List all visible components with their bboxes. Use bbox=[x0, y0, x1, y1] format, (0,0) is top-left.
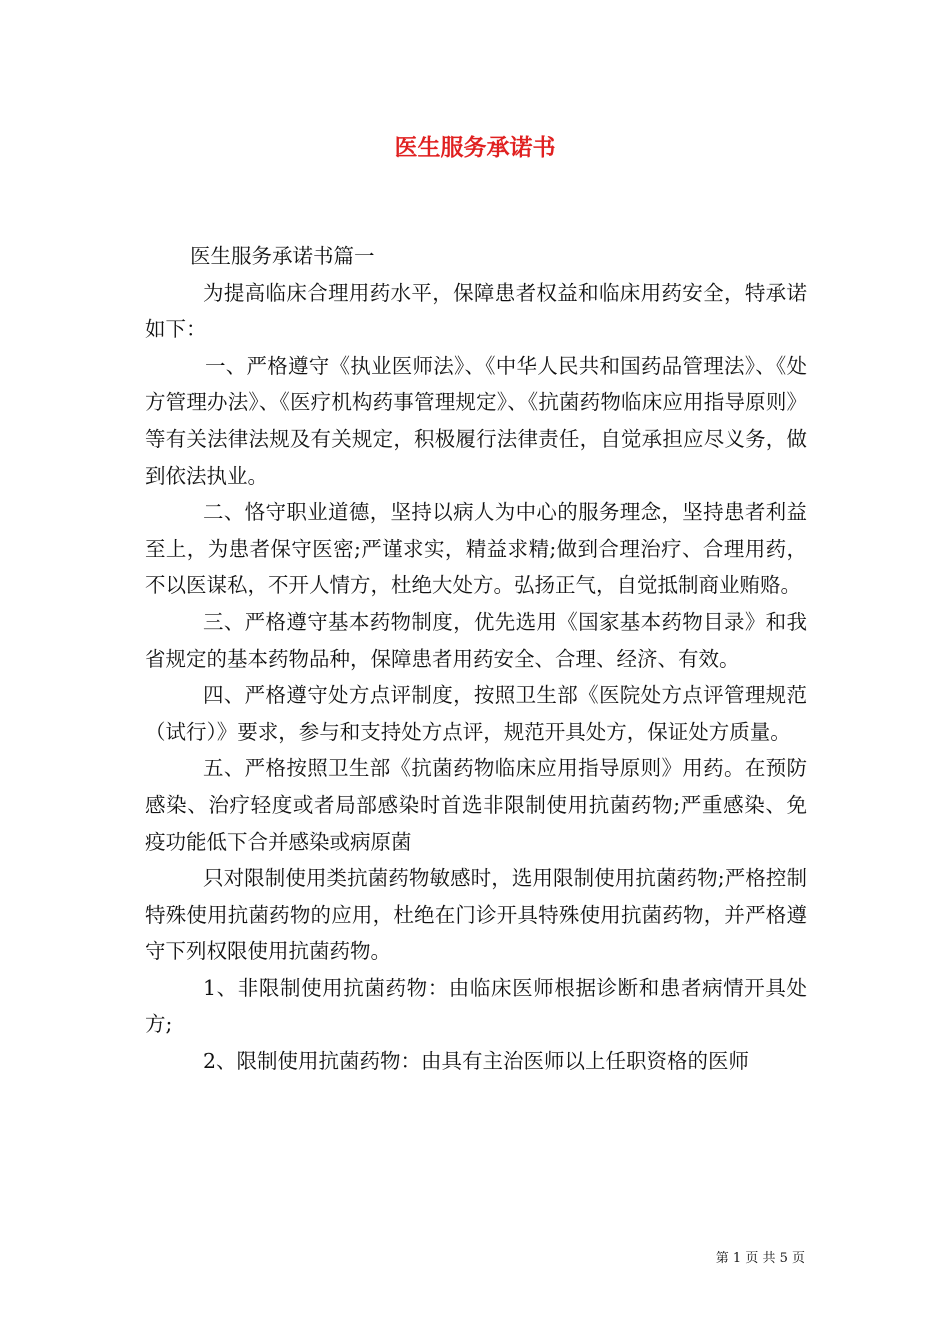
page-number: 第 1 页 共 5 页 bbox=[715, 1251, 805, 1266]
document-subtitle: 医生服务承诺书篇一 bbox=[190, 244, 375, 268]
document-title: 医生服务承诺书 bbox=[394, 134, 556, 161]
paragraph-item-4: 四、严格遵守处方点评制度，按照卫生部《医院处方点评管理规范（试行）》要求，参与和支持处方点评，规范开具处方，保证处方质量。 bbox=[145, 683, 807, 744]
document-body bbox=[145, 238, 807, 1080]
paragraph-item-5-continued: 只对限制使用类抗菌药物敏感时，选用限制使用抗菌药物;严格控制特殊使用抗菌药物的应用，杜绝在门诊开具特殊使用抗菌药物，并严格遵守下列权限使用抗菌药物。 bbox=[145, 866, 807, 964]
paragraph-sub-item-1: 1、非限制使用抗菌药物：由临床医师根据诊断和患者病情开具处方; bbox=[145, 975, 807, 1037]
paragraph-item-1: 一、严格遵守《执业医师法》、《中华人民共和国药品管理法》、《处方管理办法》、《医疗机构药事管理规定》、《抗菌药物临床应用指导原则》等有关法律法规及有关规定，积极履行法律责任，自觉承担应尽义务，做到依法执业。 bbox=[145, 353, 807, 488]
paragraph-sub-item-2: 2、限制使用抗菌药物：由具有主治医师以上任职资格的医师 bbox=[203, 1049, 750, 1074]
paragraph-item-2: 二、恪守职业道德，坚持以病人为中心的服务理念，坚持患者利益至上，为患者保守医密;严谨求实，精益求精;做到合理治疗、合理用药，不以医谋私，不开人情方，杜绝大处方。弘扬正气，自觉抵制商业贿赂。 bbox=[145, 500, 807, 598]
paragraph-intro: 为提高临床合理用药水平，保障患者权益和临床用药安全，特承诺如下： bbox=[145, 280, 807, 342]
paragraph-item-5: 五、严格按照卫生部《抗菌药物临床应用指导原则》用药。在预防感染、治疗轻度或者局部感染时首选非限制使用抗菌药物;严重感染、免疫功能低下合并感染或病原菌 bbox=[145, 756, 807, 854]
paragraph-item-3: 三、严格遵守基本药物制度，优先选用《国家基本药物目录》和我省规定的基本药物品种，保障患者用药安全、合理、经济、有效。 bbox=[145, 609, 807, 671]
